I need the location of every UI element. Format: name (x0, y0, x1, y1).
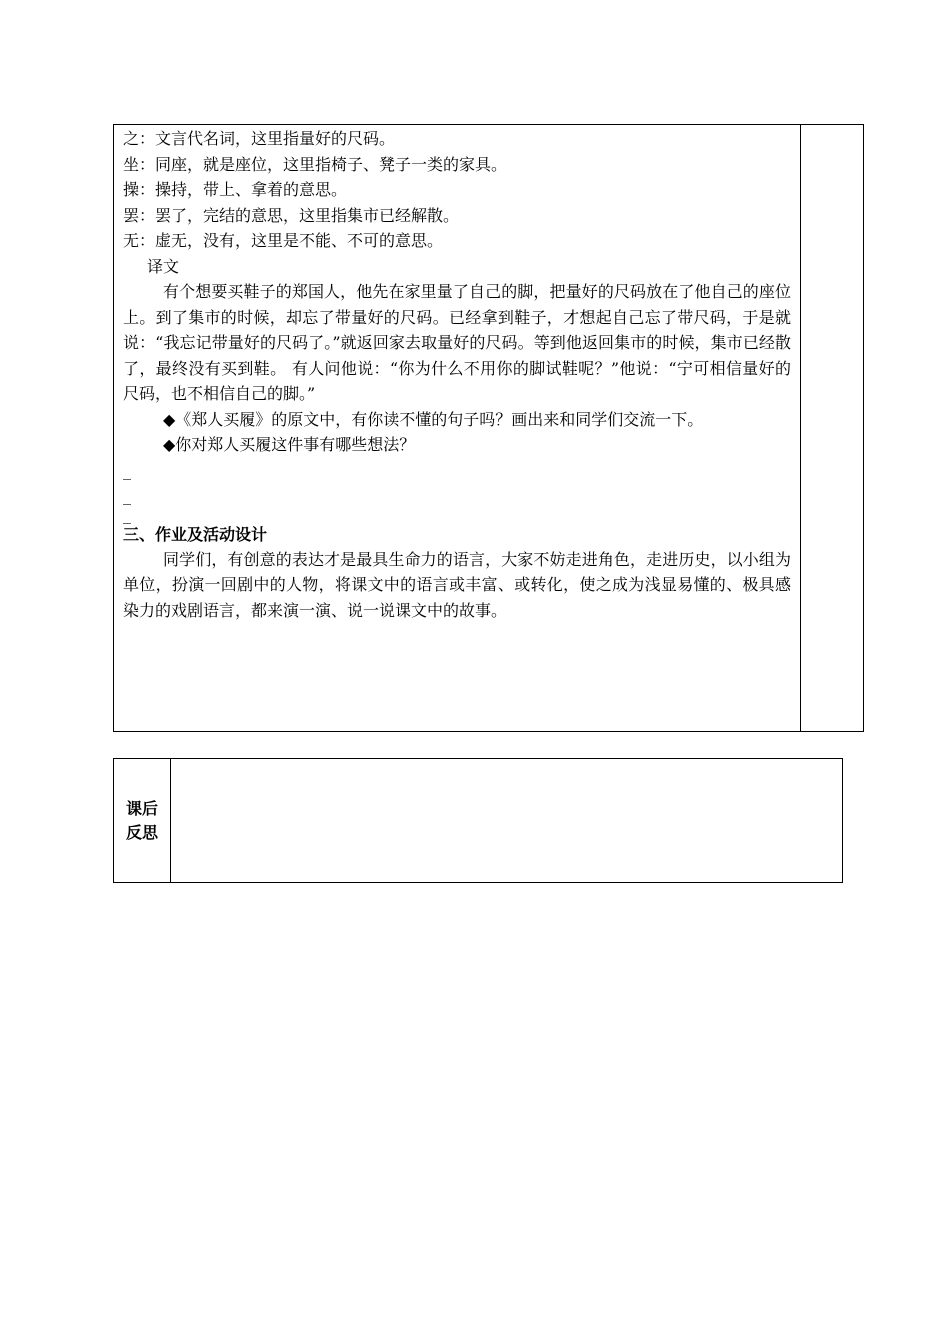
column-divider (170, 759, 171, 882)
translation-paragraph: 有个想要买鞋子的郑国人，他先在家里量了自己的脚，把量好的尺码放在了他自己的座位上。到了集市的时候，却忘了带量好的尺码。已经拿到鞋子，才想起自己忘了带尺码，于是就说：“我忘记带量好的尺码了。”就返回家去取量好的尺码。等到他返回集市的时候，集市已经散了，最终没有买到鞋。 有人问他说：“你为什么不用你的脚试鞋呢？”他说：“宁可相信量好的尺码，也不相信自己的脚。” (123, 282, 791, 403)
note-line: 罢：罢了，完结的意思，这里指集市已经解散。 (123, 205, 460, 225)
reflection-label-line: 反思 (125, 823, 158, 842)
note-line: 无：虚无，没有，这里是不能、不可的意思。 (123, 231, 444, 250)
question-1: ◆《郑人买履》的原文中，有你读不懂的句子吗？画出来和同学们交流一下。 (163, 409, 704, 429)
reflection-table (113, 758, 843, 883)
section-3-heading: 三、作业及活动设计 (123, 524, 268, 544)
question-2: ◆你对郑人买履这件事有哪些想法？ (163, 435, 416, 454)
reflection-label (114, 797, 170, 845)
note-line: 之：文言代名词，这里指量好的尺码。 (123, 129, 396, 148)
note-line: 操：操持，带上、拿着的意思。 (123, 180, 348, 199)
translation-title: 译文 (147, 256, 180, 276)
blank-line: _ (123, 486, 131, 505)
reflection-label-line: 课后 (125, 799, 158, 818)
lesson-table (113, 124, 864, 732)
column-divider (800, 125, 801, 731)
blank-line: _ (123, 504, 131, 524)
lesson-content (123, 126, 791, 623)
blank-line: _ (123, 460, 131, 480)
note-line: 坐：同座，就是座位，这里指椅子、凳子一类的家具。 (123, 154, 508, 174)
section-3-paragraph: 同学们，有创意的表达才是最具生命力的语言，大家不妨走进角色，走进历史，以小组为单位，扮演一回剧中的人物，将课文中的语言或丰富、或转化，使之成为浅显易懂的、极具感染力的戏剧语言，都来演一演、说一说课文中的故事。 (123, 549, 791, 620)
